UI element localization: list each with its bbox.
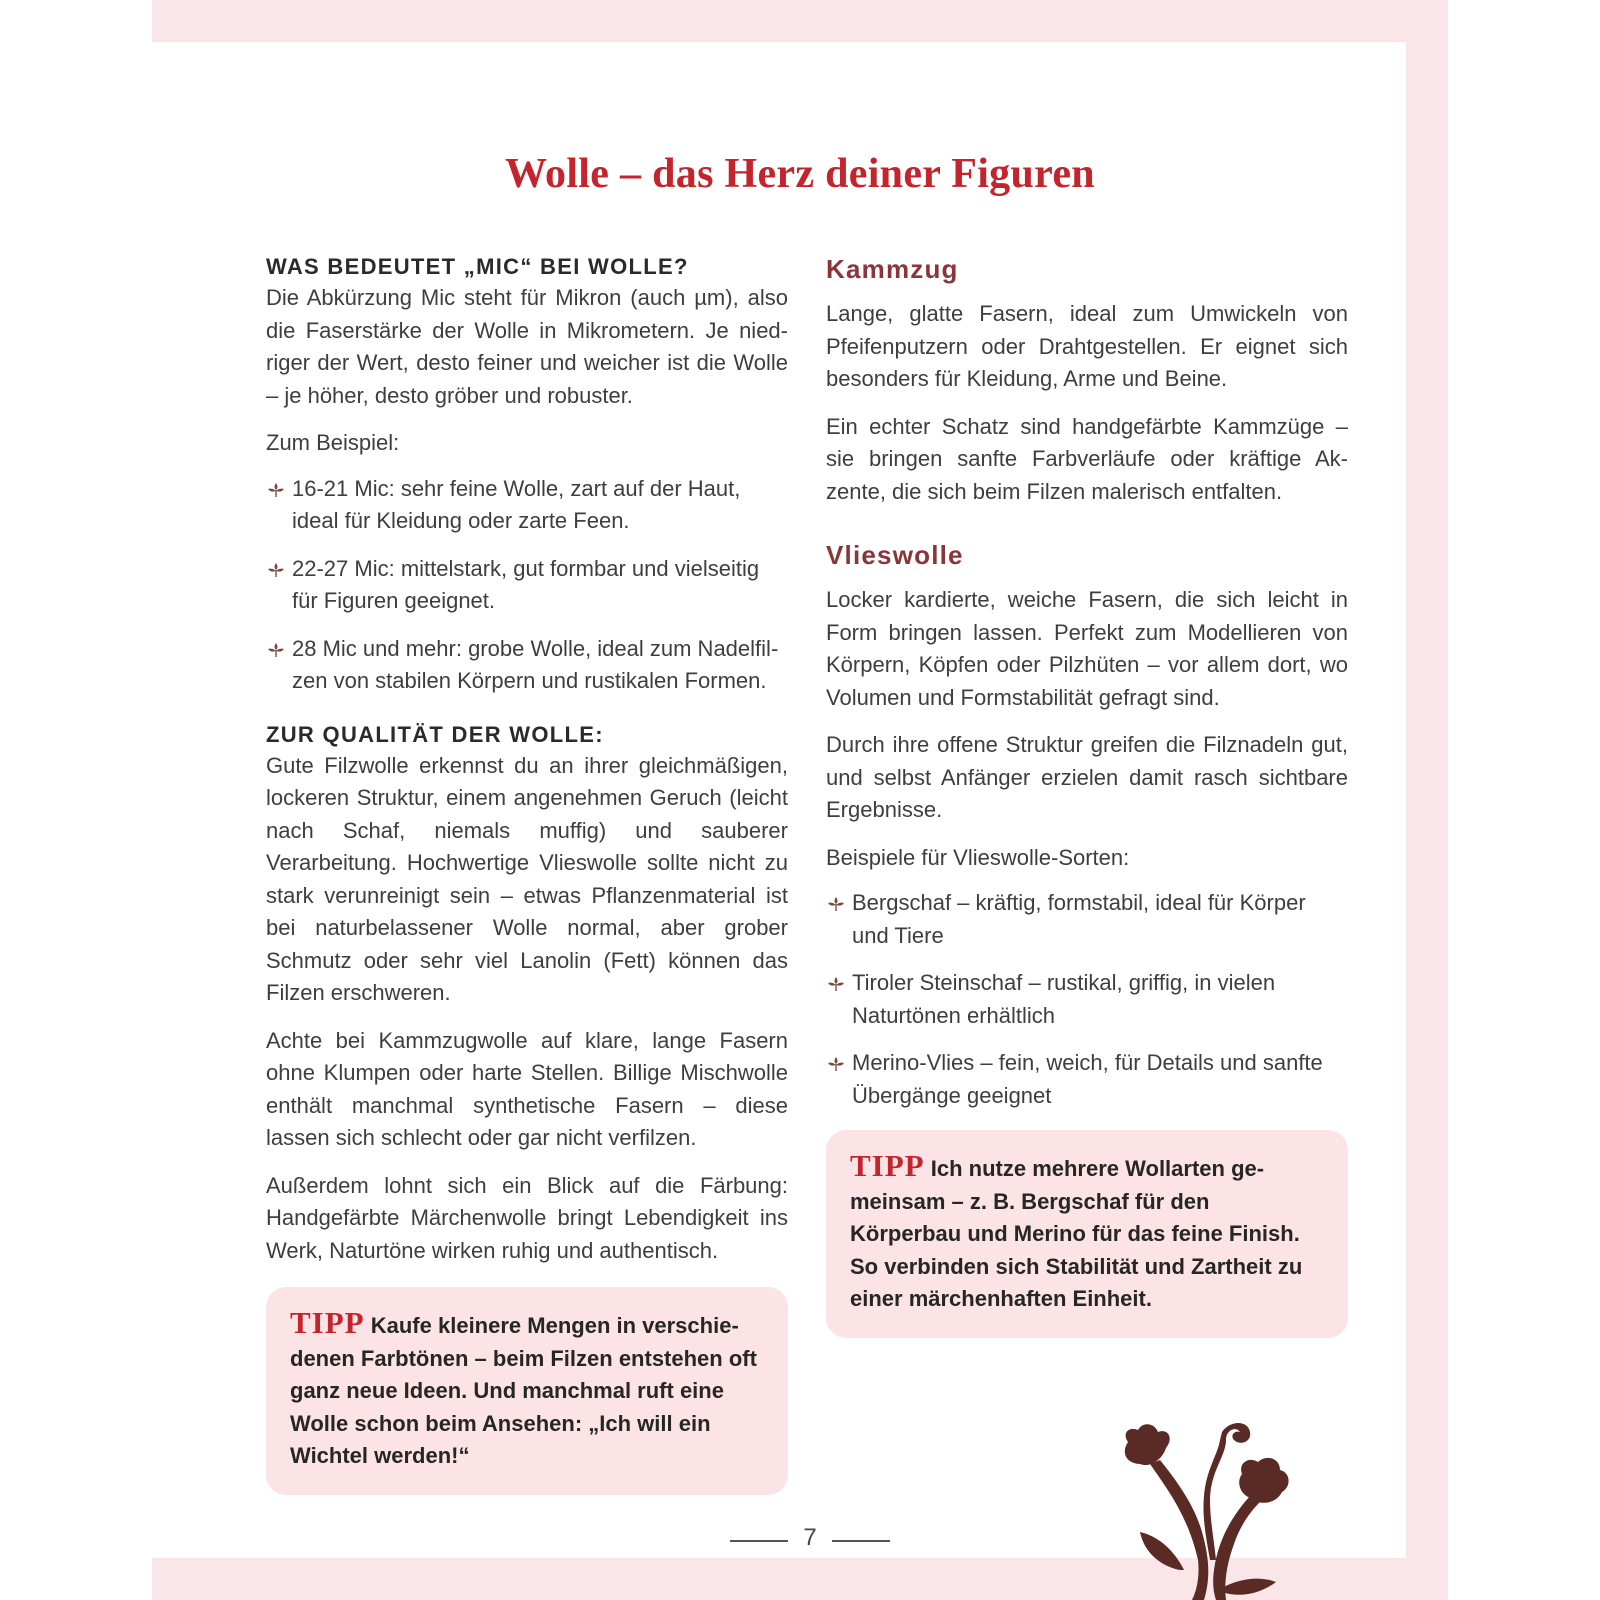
divider — [832, 1540, 890, 1542]
vlies-paragraph-1: Locker kardierte, weiche Fasern, die sich leicht in Form bringen lassen. Perfekt zum Modellieren von Körpern, Köpfen oder Pilzhüten – vor allem dort, wo Volumen und Formstabilität gefragt sind. — [826, 587, 1348, 710]
tulip-ornament-icon — [1110, 1420, 1340, 1600]
list-item-text: 28 Mic und mehr: grobe Wolle, ideal zum Nadelfilzen von stabilen Körpern und rustikalen Formen. — [292, 635, 779, 693]
list-item-text: 22-27 Mic: mittelstark, gut formbar und vielseitig für Figuren geeignet. — [292, 555, 760, 613]
list-item — [826, 1047, 1348, 1112]
list-item-text: Merino-Vlies – fein, weich, für Details und sanfte Übergänge geeignet — [852, 1050, 1323, 1108]
page-number-text: 7 — [803, 1524, 817, 1551]
tip-text: Kaufe kleinere Mengen in verschiedenen Farbtönen – beim Filzen entstehen oft ganz neue Ideen. Und manchmal ruft eine Wolle schon beim Ansehen: „Ich will ein Wichtel werden!“ — [290, 1313, 757, 1468]
list-item-text: Bergschaf – kräftig, formstabil, ideal für Körper und Tiere — [852, 890, 1306, 948]
list-item — [266, 633, 788, 698]
list-item-text: Tiroler Steinschaf – rustikal, griffig, in vielen Naturtönen erhältlich — [852, 970, 1276, 1028]
example-label: Zum Beispiel: — [266, 430, 400, 455]
vlies-paragraph-2: Durch ihre offene Struktur greifen die Filznadeln gut, und selbst Anfänger erzielen damit rasch sichtbare Ergebnisse. — [826, 732, 1348, 822]
flower-bullet-icon — [266, 480, 286, 500]
tip-box-right — [826, 1130, 1348, 1338]
mic-heading: WAS BEDEUTET „MIC“ BEI WOLLE? — [266, 254, 689, 279]
tip-text: Ich nutze mehrere Wollarten gemeinsam – z. B. Bergschaf für den Körperbau und Merino für das feine Finish. So verbinden sich Stabilität und Zartheit zu einer märchenhaften Einheit. — [850, 1156, 1303, 1311]
page-number — [730, 1524, 890, 1558]
kammzug-heading: Kammzug — [826, 254, 959, 284]
vlies-heading: Vlieswolle — [826, 540, 964, 570]
kammzug-paragraph-2: Ein echter Schatz sind handgefärbte Kammzüge – sie bringen sanfte Farbverläufe oder kräftige Akzente, die sich beim Filzen malerisch entfalten. — [826, 413, 1348, 504]
quality-heading: ZUR QUALITÄT DER WOLLE: — [266, 721, 604, 747]
quality-paragraph-2: Achte bei Kammzugwolle auf klare, lange Fasern ohne Klumpen oder harte Stellen. Billige Mischwolle enthält manchmal synthetische Fasern – diese lassen sich schlecht oder gar nicht verfilzen. — [266, 1027, 788, 1150]
list-item — [266, 473, 788, 538]
mic-intro: Die Abkürzung Mic steht für Mikron (auch µm), also die Faserstärke der Wolle in Mikrometern. Je niedriger der Wert, desto feiner und weicher ist die Wolle – je höher, desto gröber und robuster. — [266, 285, 788, 408]
left-column — [266, 252, 788, 1495]
flower-bullet-icon — [826, 1054, 846, 1074]
tip-label: TIPP — [850, 1148, 925, 1183]
divider — [730, 1540, 788, 1542]
list-item-text: 16-21 Mic: sehr feine Wolle, zart auf der Haut, ideal für Kleidung oder zarte Feen. — [292, 475, 741, 533]
tip-label: TIPP — [290, 1305, 365, 1340]
quality-paragraph-3: Außerdem lohnt sich ein Blick auf die Färbung: Handgefärbte Märchenwolle bringt Lebendigkeit ins Werk, Naturtöne wirken ruhig und authentisch. — [266, 1172, 788, 1263]
sorts-label: Beispiele für Vlieswolle-Sorten: — [826, 844, 1130, 870]
list-item — [266, 553, 788, 618]
page-title: Wolle – das Herz deiner Figuren — [505, 151, 1095, 197]
list-item — [826, 887, 1348, 952]
kammzug-paragraph-1: Lange, glatte Fasern, ideal zum Umwickeln von Pfeifenputzern oder Drahtgestellen. Er eignet sich besonders für Kleidung, Arme und Beine. — [826, 301, 1348, 391]
mic-list — [266, 473, 788, 698]
sorts-list — [826, 887, 1348, 1112]
quality-paragraph-1: Gute Filzwolle erkennst du an ihrer gleichmäßigen, lockeren Struktur, einem angenehmen Geruch (leicht nach Schaf, niemals muffig) und sauberer Verarbeitung. Hochwertige Vlieswolle sollte nicht zu stark verunreinigt sein – etwas Pflanzenmaterial ist bei naturbelassener Wolle normal, aber grober Schmutz oder sehr viel Lanolin (Fett) können das Filzen erschweren. — [266, 752, 788, 1005]
flower-bullet-icon — [826, 894, 846, 914]
flower-bullet-icon — [266, 560, 286, 580]
flower-bullet-icon — [266, 640, 286, 660]
right-column — [826, 252, 1348, 1338]
flower-bullet-icon — [826, 974, 846, 994]
list-item — [826, 967, 1348, 1032]
tip-box-left — [266, 1287, 788, 1495]
